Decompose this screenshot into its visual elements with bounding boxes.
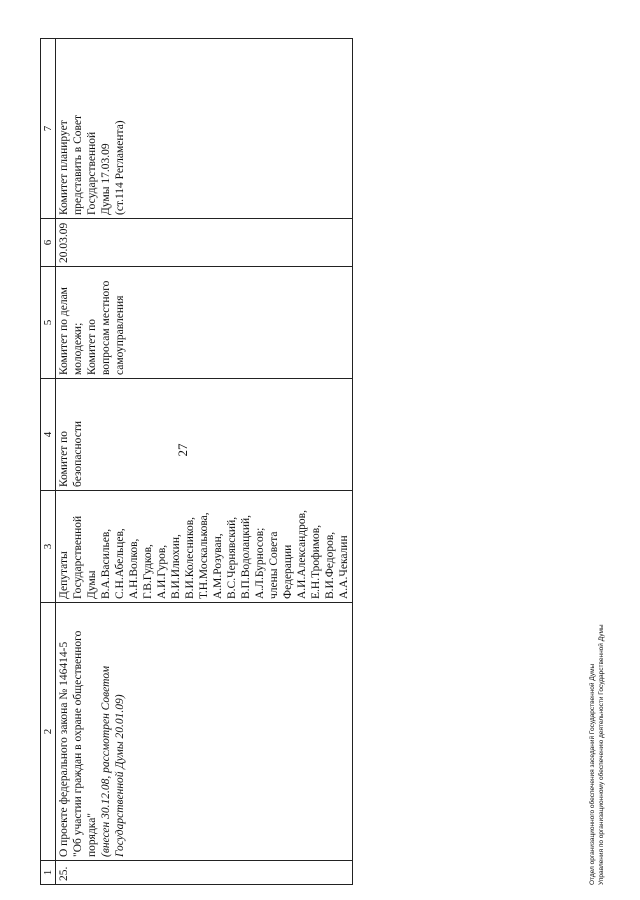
author-line: члены Совета — [268, 531, 280, 599]
authors-cell — [56, 491, 353, 603]
footer-line: Отдел организационного обеспечения заседаний Государственной Думы — [589, 663, 596, 885]
author-line: В.И.Федоров, — [324, 531, 336, 599]
author-line: А.И.Гуров, — [156, 544, 168, 599]
plan-line: (ст.114 Регламента) — [114, 120, 126, 215]
plan-line: Государственной — [86, 131, 98, 215]
bill-title-line: "Об участии граждан в охране общественного — [72, 630, 84, 857]
row-number: 25. — [56, 861, 353, 885]
author-line: Г.В.Гудков, — [142, 544, 154, 599]
co-committee-line: вопросам местного — [100, 280, 112, 375]
date-cell: 20.03.09 — [56, 219, 353, 267]
co-committee-line: молодежи; — [72, 322, 84, 375]
col-header-2: 2 — [41, 603, 56, 861]
bill-note-line: Государственной Думы 20.01.09) — [114, 694, 126, 857]
committee-line: безопасности — [72, 420, 84, 487]
bill-title-line: О проекте федерального закона № 146414-5 — [58, 641, 70, 857]
author-line: Т.Н.Москалькова, — [198, 512, 210, 599]
bills-table — [40, 38, 353, 885]
page-footer — [588, 624, 606, 885]
bill-note-line: (внесен 30.12.08, рассмотрен Советом — [100, 665, 112, 857]
col-header-4: 4 — [41, 379, 56, 491]
bill-title-line: порядка" — [86, 812, 98, 857]
col-header-1: 1 — [41, 861, 56, 885]
column-number-row — [41, 39, 56, 885]
plan-line: представить в Совет — [72, 114, 84, 215]
table-row — [56, 39, 353, 885]
author-line: А.И.Александров, — [296, 510, 308, 599]
author-line: Федерации — [282, 544, 294, 599]
author-line: Депутаты — [58, 551, 70, 599]
author-line: А.М.Розуван, — [212, 533, 224, 599]
col-header-5: 5 — [41, 267, 56, 379]
author-line: В.А.Васильев, — [100, 528, 112, 599]
author-line: А.А.Чекалин — [338, 535, 350, 599]
col-header-7: 7 — [41, 39, 56, 219]
plan-cell — [56, 39, 353, 219]
co-committee-line: Комитет по делам — [58, 287, 70, 375]
committee-cell — [56, 379, 353, 491]
bill-cell — [56, 603, 353, 861]
committee-line: Комитет по — [58, 431, 70, 487]
page-number: 27 — [175, 443, 190, 457]
author-line: Думы — [86, 570, 98, 599]
author-line: В.С.Чернявский, — [226, 516, 238, 599]
plan-line: Комитет планирует — [58, 120, 70, 215]
author-line: Е.Н.Трофимов, — [310, 524, 322, 599]
author-line: В.И.Колесников, — [184, 516, 196, 599]
col-header-6: 6 — [41, 219, 56, 267]
author-line: Государственной — [72, 515, 84, 599]
col-header-3: 3 — [41, 491, 56, 603]
co-committees-cell — [56, 267, 353, 379]
plan-line: Думы 17.03.09 — [100, 143, 112, 215]
co-committee-line: Комитет по — [86, 319, 98, 375]
author-line: А.Н.Волков, — [128, 538, 140, 599]
author-line: В.П.Водолацкий, — [240, 514, 252, 599]
footer-line: Управления по организационному обеспечению деятельности Государственной Думы — [598, 624, 605, 885]
author-line: А.Л.Бурносов; — [254, 527, 266, 599]
author-line: В.И.Илюхин, — [170, 534, 182, 599]
author-line: С.Н.Абельцев, — [114, 528, 126, 599]
co-committee-line: самоуправления — [114, 295, 126, 375]
